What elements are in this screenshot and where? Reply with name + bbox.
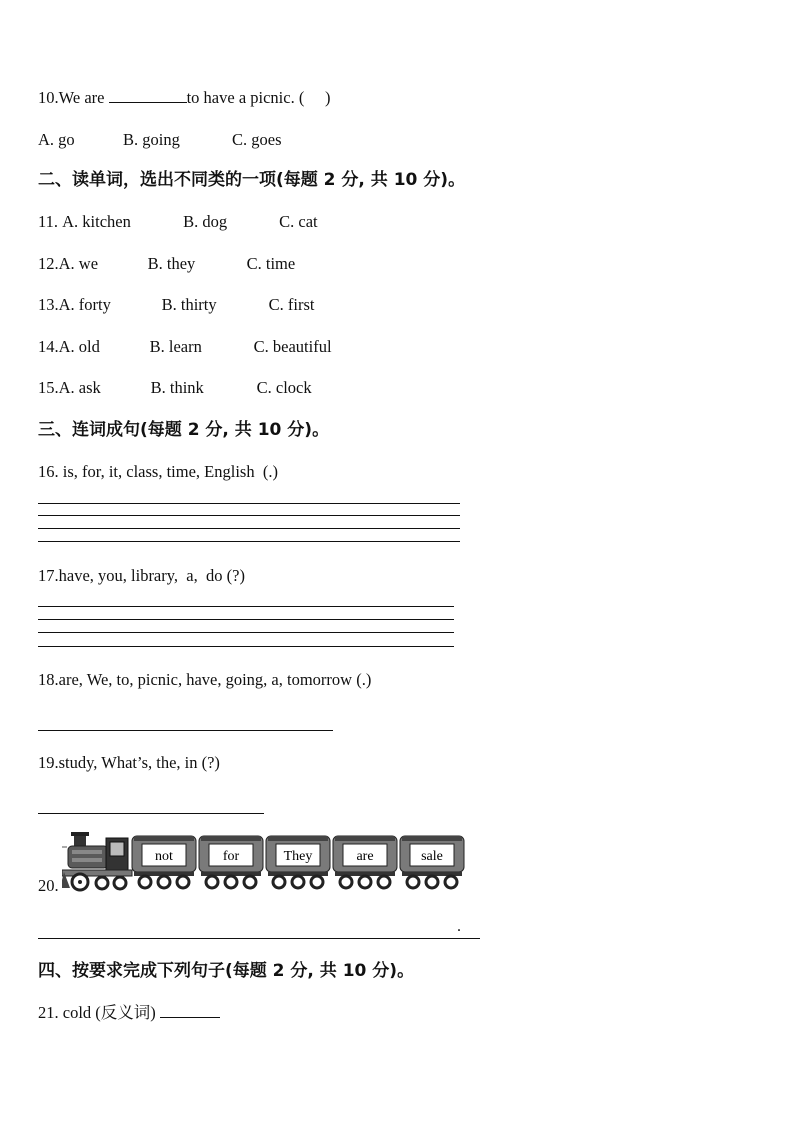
car-wheel — [378, 876, 390, 888]
answer-line[interactable] — [38, 632, 454, 633]
option-a: A. forty — [58, 295, 111, 314]
question-12 — [38, 254, 295, 274]
car-wheel — [359, 876, 371, 888]
option-b: B. dog — [183, 212, 228, 231]
car-roof — [201, 836, 261, 841]
car-wheel — [340, 876, 352, 888]
option-c: C. beautiful — [253, 337, 332, 356]
sentence-end-mark: . — [457, 918, 461, 935]
question-17: 17.have, you, library, a, do (?) — [38, 566, 245, 585]
car-word: sale — [421, 849, 443, 864]
car-wheel — [426, 876, 438, 888]
question-number: 12. — [38, 254, 59, 273]
car-wheel — [407, 876, 419, 888]
question-20-number: 20. — [38, 876, 59, 895]
section-3-title: 三、连词成句(每题 2 分, 共 10 分)。 — [38, 420, 330, 440]
car-wheel — [158, 876, 170, 888]
locomotive-icon — [62, 832, 132, 890]
car-wheel — [273, 876, 285, 888]
answer-blank[interactable] — [109, 88, 187, 103]
question-21 — [38, 1003, 220, 1023]
answer-line[interactable] — [38, 541, 460, 542]
answer-line[interactable] — [38, 606, 454, 607]
car-wheel — [206, 876, 218, 888]
question-number: 14. — [38, 337, 59, 356]
car-word: not — [155, 849, 173, 864]
car-wheel — [244, 876, 256, 888]
question-15 — [38, 378, 312, 398]
option-b: B. they — [147, 254, 196, 273]
option-a: A. kitchen — [62, 212, 131, 231]
car-roof — [335, 836, 395, 841]
train-car — [132, 836, 196, 888]
car-wheel — [445, 876, 457, 888]
car-wheel — [177, 876, 189, 888]
question-10-stem-start: 10.We are — [38, 88, 109, 107]
option-c: C. time — [246, 254, 296, 273]
question-10-stem-end: to have a picnic. ( ) — [186, 88, 331, 107]
answer-line[interactable] — [38, 646, 454, 647]
answer-line[interactable] — [38, 528, 460, 529]
question-14 — [38, 337, 332, 357]
option-c: C. clock — [256, 378, 312, 397]
car-roof — [268, 836, 328, 841]
option-b: B. learn — [149, 337, 202, 356]
option-c: C. cat — [279, 212, 318, 231]
car-wheel — [225, 876, 237, 888]
car-wheel — [311, 876, 323, 888]
car-word: are — [356, 849, 374, 864]
train-cars — [132, 836, 464, 888]
section-2-title: 二、读单词，选出不同类的一项(每题 2 分, 共 10 分)。 — [38, 170, 466, 190]
question-16: 16. is, for, it, class, time, English (.) — [38, 462, 278, 481]
car-word: for — [222, 849, 240, 864]
car-wheel — [139, 876, 151, 888]
question-11 — [38, 212, 318, 232]
answer-blank[interactable] — [160, 1003, 220, 1018]
option-b: B. going — [123, 130, 180, 149]
option-a: A. ask — [58, 378, 101, 397]
train-car — [199, 836, 263, 888]
question-number: 15. — [38, 378, 59, 397]
section-4-title: 四、按要求完成下列句子(每题 2 分, 共 10 分)。 — [38, 961, 415, 981]
train-word-puzzle — [62, 832, 472, 894]
option-b: B. think — [150, 378, 204, 397]
question-number: 13. — [38, 295, 59, 314]
answer-line[interactable] — [38, 938, 480, 939]
option-a: A. go — [38, 130, 75, 149]
car-word: They — [283, 849, 313, 864]
question-10 — [38, 88, 330, 108]
answer-line[interactable] — [38, 619, 454, 620]
option-b: B. thirty — [161, 295, 217, 314]
train-car — [266, 836, 330, 888]
train-car — [333, 836, 397, 888]
train-car — [400, 836, 464, 888]
option-a: A. old — [58, 337, 100, 356]
question-number: 11. — [38, 212, 63, 231]
answer-line[interactable] — [38, 503, 460, 504]
car-wheel — [292, 876, 304, 888]
question-21-stem: 21. cold (反义词) — [38, 1003, 160, 1022]
question-10-options — [38, 130, 282, 150]
question-19: 19.study, What’s, the, in (?) — [38, 753, 220, 772]
question-18: 18.are, We, to, picnic, have, going, a, tomorrow (.) — [38, 670, 372, 689]
option-a: A. we — [58, 254, 99, 273]
answer-line[interactable] — [38, 515, 460, 516]
car-roof — [134, 836, 194, 841]
option-c: C. goes — [232, 130, 282, 149]
answer-line[interactable] — [38, 813, 264, 814]
option-c: C. first — [268, 295, 315, 314]
answer-line[interactable] — [38, 730, 333, 731]
question-13 — [38, 295, 314, 315]
car-roof — [402, 836, 462, 841]
